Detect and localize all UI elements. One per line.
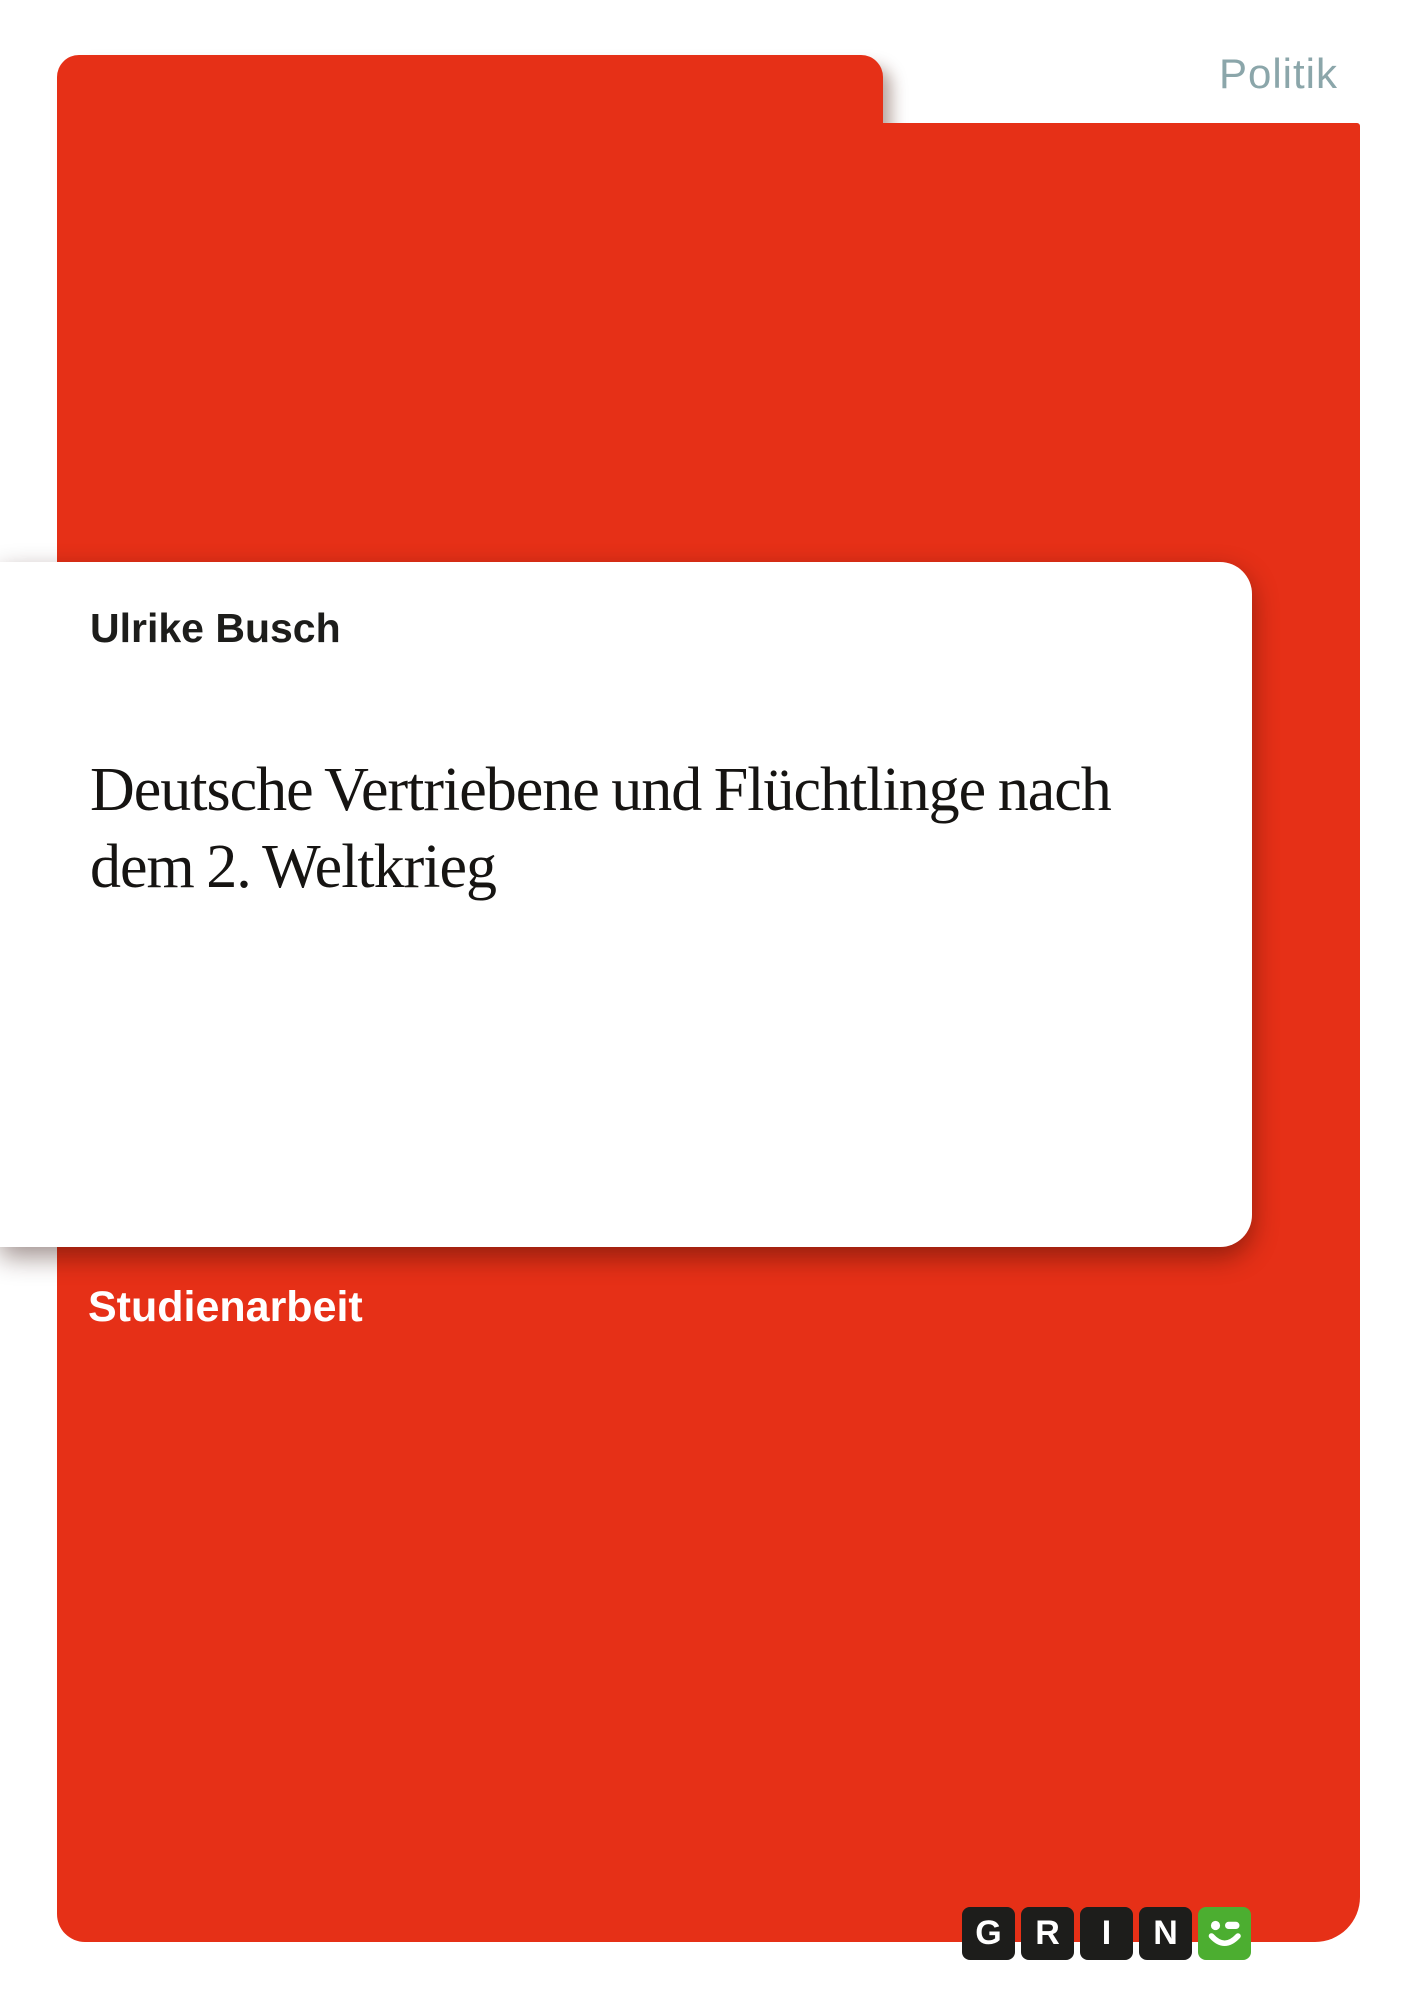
author-name: Ulrike Busch — [90, 605, 341, 651]
document-type-badge: Studienarbeit — [88, 1283, 363, 1331]
grin-logo-tile-smiley — [1198, 1907, 1251, 1960]
book-title — [90, 752, 1222, 906]
grin-logo — [962, 1907, 1251, 1960]
grin-logo-tile-i: I — [1080, 1907, 1133, 1960]
title-card — [0, 562, 1252, 1247]
grin-logo-tile-r: R — [1021, 1907, 1074, 1960]
book-title-line-2: dem 2. Weltkrieg — [90, 833, 497, 901]
category-label: Politik — [1218, 50, 1338, 97]
grin-logo-tile-g: G — [962, 1907, 1015, 1960]
book-title-line-1: Deutsche Vertriebene und Flüchtlinge nach — [90, 756, 1111, 824]
grin-logo-tile-n: N — [1139, 1907, 1192, 1960]
winking-smiley-icon — [1198, 1907, 1251, 1960]
